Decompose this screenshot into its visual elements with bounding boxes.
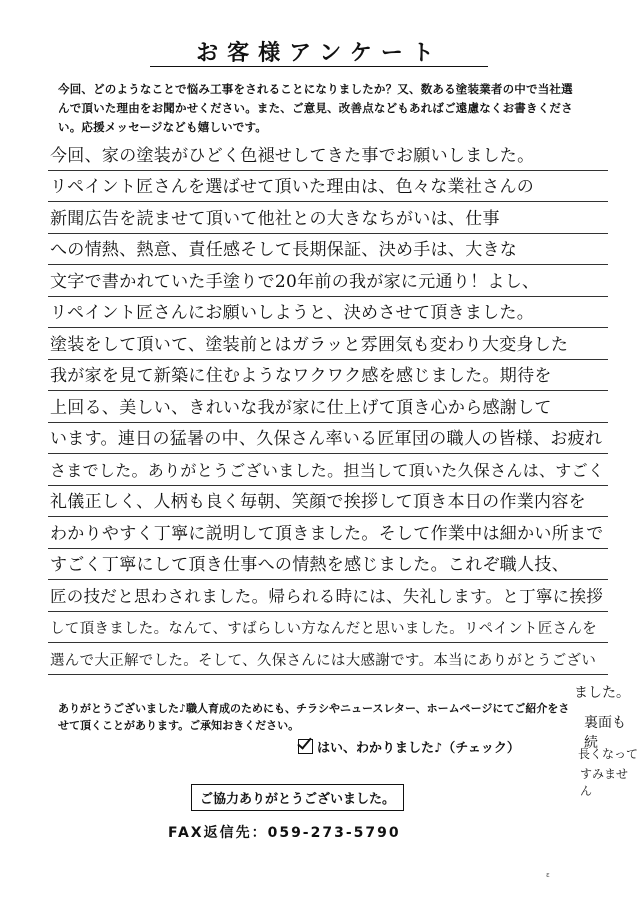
answer-line xyxy=(48,455,608,486)
scan-speck: ε xyxy=(546,871,550,879)
consent-checkbox[interactable] xyxy=(298,739,313,754)
answer-line xyxy=(48,329,608,360)
answer-line-text: リペイント匠さんを選ばせて頂いた理由は、色々な業社さんの xyxy=(50,177,535,197)
consent-check-row[interactable] xyxy=(298,737,520,756)
fax-number: FAX返信先：059-273-5790 xyxy=(168,825,401,841)
answer-line-text: して頂きました。なんて、すばらしい方なんだと思いました。リペイント匠さんを xyxy=(50,621,598,637)
margin-note-end: ました。 xyxy=(574,685,630,701)
page-title: お客様アンケート xyxy=(196,41,443,66)
answer-line-text: 塗装をして頂いて、塗装前とはガラッと雰囲気も変わり大変身した xyxy=(50,334,569,355)
margin-note-apology-1: 長くなって xyxy=(578,747,639,761)
thanks-box: ご協力ありがとうございました。 xyxy=(191,784,404,811)
answer-line xyxy=(48,235,608,266)
answer-line-text: います。連日の猛暑の中、久保さん率いる匠軍団の職人の皆様、お疲れ xyxy=(50,429,603,449)
answer-line-text: 文字で書かれていた手塗りで20年前の我が家に元通り！よし、 xyxy=(50,271,540,292)
answer-line xyxy=(48,487,608,518)
answer-line xyxy=(48,266,608,297)
answer-line-text: すごく丁寧にして頂き仕事への情熱を感じました。これぞ職人技、 xyxy=(50,555,569,575)
answer-line xyxy=(48,140,608,171)
answer-line-text: 選んで大正解でした。そして、久保さんには大感謝です。本当にありがとうござい xyxy=(50,652,597,669)
answer-line xyxy=(48,172,608,203)
answer-line xyxy=(48,298,608,329)
answer-line-text: 我が家を見て新築に住むようなワクワク感を感じました。期待を xyxy=(50,366,552,386)
title-underline xyxy=(150,66,488,67)
answer-line xyxy=(48,581,608,612)
publication-notice: ありがとうございました♪職人育成のためにも、チラシやニュースレター、ホームページにてご紹介をさせて頂くことがあります。ご承知おきください。 xyxy=(58,702,570,732)
answer-line-text: 匠の技だと思わされました。帰られる時には、失礼します。と丁寧に挨拶 xyxy=(50,586,604,606)
survey-question: 今回、どのようなことで悩み工事をされることになりましたか？又、数ある塗装業者の中で当社選んで頂いた理由をお聞かせください。また、ご意見、改善点などもあればご遠慮なくお書きください。応援メッセージなども嬉しいです。 xyxy=(58,82,573,134)
answer-line-text: 礼儀正しく、人柄も良く毎朝、笑顔で挨拶して頂き本日の作業内容を xyxy=(50,492,586,512)
answer-line-text: リペイント匠さんにお願いしようと、決めさせて頂きました。 xyxy=(50,303,535,323)
margin-note-apology-2: すみません xyxy=(580,767,629,798)
margin-note-back: 裏面も続 xyxy=(584,715,626,751)
answer-line xyxy=(48,518,608,549)
answer-line xyxy=(48,613,608,644)
answer-line-text: への情熱、熱意、責任感そして長期保証、決め手は、大きな xyxy=(50,240,518,260)
answer-line-text: わかりやすく丁寧に説明して頂きました。そして作業中は細かい所まで xyxy=(50,523,604,544)
consent-label: はい、わかりました♪（チェック） xyxy=(317,741,520,756)
answer-line xyxy=(48,203,608,234)
answer-line-text: 今回、家の塗装がひどく色褪せしてきた事でお願いしました。 xyxy=(50,145,535,166)
answer-line-text: 上回る、美しい、きれいな我が家に仕上げて頂き心から感謝して xyxy=(50,397,552,418)
answer-line xyxy=(48,424,608,455)
answer-line-text: 新聞広告を読ませて頂いて他社との大きなちがいは、仕事 xyxy=(50,208,500,229)
answer-line xyxy=(48,550,608,581)
answer-line xyxy=(48,392,608,423)
answer-line xyxy=(48,644,608,675)
answer-line-text: さまでした。ありがとうございました。担当して頂いた久保さんは、すごく xyxy=(50,460,605,480)
answer-line xyxy=(48,361,608,392)
